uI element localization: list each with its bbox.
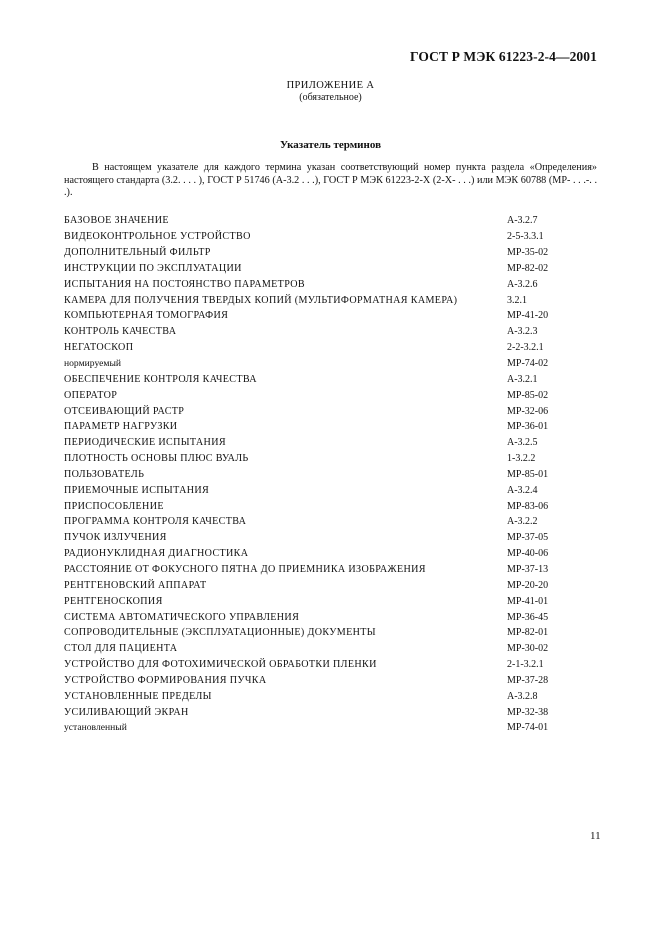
term-reference: А-3.2.6 [507, 278, 538, 290]
term-reference: МР-74-01 [507, 722, 549, 734]
term-row [64, 340, 597, 356]
term-reference: 2-5-3.3.1 [507, 231, 544, 243]
term-reference: МР-83-06 [507, 500, 549, 512]
term-row [64, 514, 597, 530]
term-name: РАДИОНУКЛИДНАЯ ДИАГНОСТИКА [64, 548, 249, 560]
term-reference: МР-36-45 [507, 611, 549, 623]
term-name: УСТРОЙСТВО ДЛЯ ФОТОХИМИЧЕСКОЙ ОБРАБОТКИ ПЛЕНКИ [64, 659, 377, 671]
term-name: ОТСЕИВАЮЩИЙ РАСТР [64, 405, 185, 417]
term-name: ВИДЕОКОНТРОЛЬНОЕ УСТРОЙСТВО [64, 231, 251, 243]
intro-paragraph: В настоящем указателе для каждого термина указан соответствующий номер пункта раздела «Определения» настоящего стандарта (3.2. . . . ), ГОСТ Р 51746 (А-3.2 . . .), ГОСТ Р МЭК 61223-2-Х (2-Х- . . .) или МЭК 60788 (МР- . . .-. . .). [64, 162, 597, 198]
term-name: ПУЧОК ИЗЛУЧЕНИЯ [64, 532, 167, 544]
term-name: ИСПЫТАНИЯ НА ПОСТОЯНСТВО ПАРАМЕТРОВ [64, 278, 306, 290]
term-reference: МР-32-38 [507, 706, 549, 718]
term-row [64, 308, 597, 324]
term-name: РЕНТГЕНОВСКИЙ АППАРАТ [64, 579, 207, 591]
term-row [64, 371, 597, 387]
term-row [64, 261, 597, 277]
term-name: УСТАНОВЛЕННЫЕ ПРЕДЕЛЫ [64, 690, 212, 702]
term-name: ПАРАМЕТР НАГРУЗКИ [64, 421, 178, 433]
term-name: БАЗОВОЕ ЗНАЧЕНИЕ [64, 215, 169, 227]
term-row [64, 546, 597, 562]
section-title: Указатель терминов [279, 139, 382, 151]
term-row [64, 704, 597, 720]
term-row [64, 467, 597, 483]
term-name: ПЛОТНОСТЬ ОСНОВЫ ПЛЮС ВУАЛЬ [64, 453, 249, 465]
term-row [64, 609, 597, 625]
term-reference: МР-74-02 [507, 358, 549, 370]
term-reference: МР-37-05 [507, 532, 549, 544]
term-reference: МР-37-28 [507, 674, 549, 686]
term-reference: МР-20-20 [507, 579, 549, 591]
term-row [64, 657, 597, 673]
appendix-status: (обязательное) [299, 92, 362, 103]
term-name: УСТРОЙСТВО ФОРМИРОВАНИЯ ПУЧКА [64, 674, 267, 686]
term-name: нормируемый [64, 358, 122, 370]
term-reference: А-3.2.4 [507, 484, 538, 496]
term-row [64, 229, 597, 245]
term-row [64, 292, 597, 308]
term-row [64, 356, 597, 372]
term-row [64, 276, 597, 292]
term-reference: А-3.2.1 [507, 373, 538, 385]
term-reference: А-3.2.5 [507, 437, 538, 449]
term-row [64, 245, 597, 261]
term-reference: МР-41-20 [507, 310, 549, 322]
term-name: установленный [64, 722, 127, 734]
term-name: ПРИСПОСОБЛЕНИЕ [64, 500, 164, 512]
term-row [64, 625, 597, 641]
term-reference: МР-41-01 [507, 595, 549, 607]
term-reference: МР-32-06 [507, 405, 549, 417]
term-name: ПЕРИОДИЧЕСКИЕ ИСПЫТАНИЯ [64, 437, 226, 449]
term-reference: МР-85-01 [507, 468, 549, 480]
term-row [64, 451, 597, 467]
term-reference: МР-82-02 [507, 262, 549, 274]
term-row [64, 324, 597, 340]
term-name: КАМЕРА ДЛЯ ПОЛУЧЕНИЯ ТВЕРДЫХ КОПИЙ (МУЛЬТИФОРМАТНАЯ КАМЕРА) [64, 294, 458, 306]
term-reference: МР-37-13 [507, 563, 549, 575]
term-row [64, 419, 597, 435]
term-name: УСИЛИВАЮЩИЙ ЭКРАН [64, 706, 189, 718]
term-name: ПРОГРАММА КОНТРОЛЯ КАЧЕСТВА [64, 516, 247, 528]
term-row [64, 641, 597, 657]
term-name: ПОЛЬЗОВАТЕЛЬ [64, 468, 145, 480]
term-row [64, 213, 597, 229]
term-row [64, 720, 597, 736]
term-row [64, 387, 597, 403]
term-reference: 2-2-3.2.1 [507, 342, 544, 354]
term-reference: А-3.2.2 [507, 516, 538, 528]
standard-code: ГОСТ Р МЭК 61223-2-4—2001 [410, 49, 597, 64]
term-reference: А-3.2.8 [507, 690, 538, 702]
term-name: ОПЕРАТОР [64, 389, 118, 401]
term-name: ПРИЕМОЧНЫЕ ИСПЫТАНИЯ [64, 484, 210, 496]
term-name: КОМПЬЮТЕРНАЯ ТОМОГРАФИЯ [64, 310, 229, 322]
appendix-title: ПРИЛОЖЕНИЕ А [286, 80, 375, 91]
term-row [64, 435, 597, 451]
term-reference: МР-36-01 [507, 421, 549, 433]
term-reference: МР-82-01 [507, 627, 549, 639]
term-name: СТОЛ ДЛЯ ПАЦИЕНТА [64, 643, 178, 655]
term-name: ДОПОЛНИТЕЛЬНЫЙ ФИЛЬТР [64, 247, 211, 259]
term-name: СИСТЕМА АВТОМАТИЧЕСКОГО УПРАВЛЕНИЯ [64, 611, 300, 623]
term-row [64, 593, 597, 609]
term-name: КОНТРОЛЬ КАЧЕСТВА [64, 326, 177, 338]
term-name: ИНСТРУКЦИИ ПО ЭКСПЛУАТАЦИИ [64, 262, 242, 274]
term-reference: 1-3.2.2 [507, 453, 536, 465]
term-name: СОПРОВОДИТЕЛЬНЫЕ (ЭКСПЛУАТАЦИОННЫЕ) ДОКУМЕНТЫ [64, 627, 376, 639]
term-reference: МР-40-06 [507, 548, 549, 560]
term-name: ОБЕСПЕЧЕНИЕ КОНТРОЛЯ КАЧЕСТВА [64, 373, 257, 385]
term-row [64, 403, 597, 419]
term-row [64, 688, 597, 704]
term-reference: А-3.2.3 [507, 326, 538, 338]
term-name: РАССТОЯНИЕ ОТ ФОКУСНОГО ПЯТНА ДО ПРИЕМНИКА ИЗОБРАЖЕНИЯ [64, 563, 426, 575]
term-row [64, 530, 597, 546]
term-reference: 3.2.1 [507, 294, 527, 306]
term-row [64, 562, 597, 578]
terms-index-list [64, 213, 597, 736]
term-reference: А-3.2.7 [507, 215, 538, 227]
term-reference: 2-1-3.2.1 [507, 659, 544, 671]
term-row [64, 482, 597, 498]
term-reference: МР-30-02 [507, 643, 549, 655]
term-row [64, 498, 597, 514]
term-name: НЕГАТОСКОП [64, 342, 134, 354]
term-reference: МР-35-02 [507, 247, 549, 259]
term-name: РЕНТГЕНОСКОПИЯ [64, 595, 163, 607]
term-reference: МР-85-02 [507, 389, 549, 401]
term-row [64, 577, 597, 593]
term-row [64, 672, 597, 688]
page-number: 11 [590, 830, 601, 842]
